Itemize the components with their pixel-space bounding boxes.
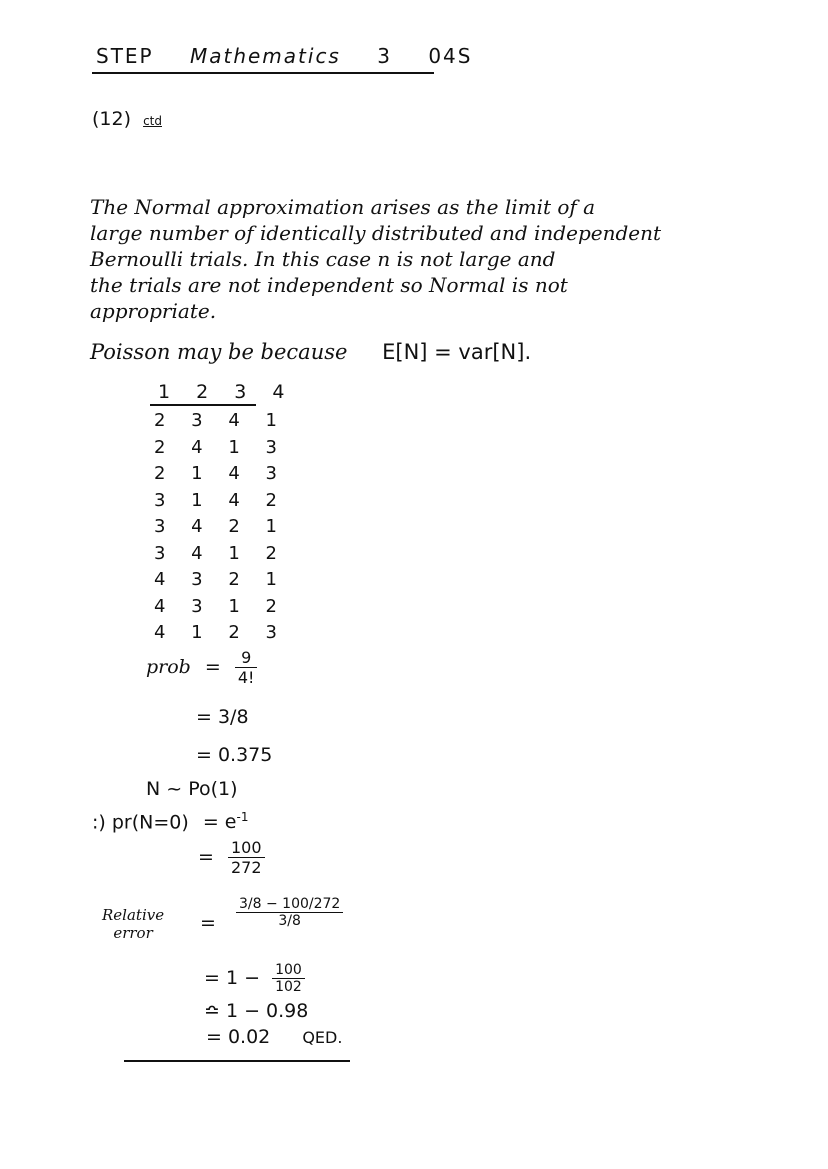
permutation-row: 4 3 1 2 <box>154 595 287 617</box>
permutation-row: 4 3 2 1 <box>154 569 287 590</box>
question-number <box>92 108 162 130</box>
prob-equals: = <box>204 656 221 678</box>
prob-label: prob <box>146 656 191 678</box>
relative-error-denominator: 3/8 <box>236 912 343 929</box>
permutation-list <box>154 408 287 647</box>
permutation-header-rule <box>150 404 256 406</box>
pr-approx-denominator: 272 <box>228 857 265 877</box>
pr-n-zero-line <box>92 810 248 833</box>
permutation-row: 2 1 4 3 <box>154 463 287 484</box>
paragraph-line: large number of identically distributed and independent <box>90 221 662 245</box>
prob-denominator: 4! <box>235 667 258 687</box>
header-year: 04S <box>428 44 473 68</box>
pr-n-zero-lhs: :) pr(N=0) <box>92 811 189 834</box>
permutation-row: 3 4 2 1 <box>154 516 287 537</box>
explanation-paragraph <box>90 194 730 324</box>
poisson-text: Poisson may be because <box>90 340 348 364</box>
relative-error-step-4 <box>206 1026 342 1048</box>
relative-error-label <box>102 906 164 942</box>
qed-mark: QED. <box>302 1028 343 1047</box>
poisson-equation: E[N] = var[N]. <box>382 340 532 364</box>
paragraph-line: The Normal approximation arises as the limit of a <box>90 195 596 219</box>
distribution-line: N ~ Po(1) <box>146 778 238 800</box>
prob-fraction <box>235 648 258 687</box>
pr-approx-equals: = <box>198 846 214 868</box>
page-header <box>96 44 500 68</box>
pr-n-zero-approx <box>198 838 265 877</box>
pr-approx-numerator: 100 <box>230 838 262 857</box>
relative-error-equals: = <box>200 912 216 934</box>
pr-n-zero-rhs: = e <box>202 811 237 834</box>
permutation-row: 2 4 1 3 <box>154 436 287 458</box>
end-rule <box>124 1060 350 1062</box>
pr-n-zero-exponent: -1 <box>236 810 249 824</box>
relative-error-label-1: Relative <box>102 906 165 924</box>
relative-error-step-3: ≏ 1 − 0.98 <box>204 1000 309 1022</box>
header-exam: STEP <box>96 44 154 68</box>
relative-error-label-2: error <box>113 924 153 942</box>
step2-numerator: 100 <box>275 962 302 978</box>
paragraph-line: the trials are not independent so Normal is not <box>90 273 568 297</box>
paragraph-line: appropriate. <box>90 299 217 323</box>
permutation-row: 3 4 1 2 <box>154 542 287 564</box>
step2-prefix: = 1 − <box>204 967 261 989</box>
permutation-header: 1 2 3 4 <box>158 381 295 403</box>
question-continued: ctd <box>143 114 162 128</box>
question-label: (12) <box>92 108 132 130</box>
prob-line <box>146 648 257 687</box>
permutation-row: 3 1 4 2 <box>154 489 287 511</box>
pr-approx-fraction <box>228 838 265 877</box>
step2-denominator: 102 <box>272 978 305 995</box>
step2-fraction <box>272 962 305 995</box>
permutation-row: 4 1 2 3 <box>154 622 287 643</box>
header-paper: 3 <box>377 44 392 68</box>
prob-step-2: = 3/8 <box>196 706 249 728</box>
paragraph-line: Bernoulli trials. In this case n is not large and <box>90 247 556 271</box>
prob-step-3: = 0.375 <box>196 744 273 766</box>
relative-error-step-2 <box>204 962 305 995</box>
relative-error-big-fraction <box>236 896 343 929</box>
relative-error-fraction <box>236 896 343 929</box>
step4-value: = 0.02 <box>206 1026 271 1048</box>
relative-error-numerator: 3/8 − 100/272 <box>239 896 341 912</box>
header-underline <box>92 72 434 74</box>
header-subject: Mathematics <box>189 44 341 68</box>
prob-numerator: 9 <box>241 648 252 667</box>
poisson-statement <box>90 340 531 364</box>
permutation-row: 2 3 4 1 <box>154 410 287 431</box>
